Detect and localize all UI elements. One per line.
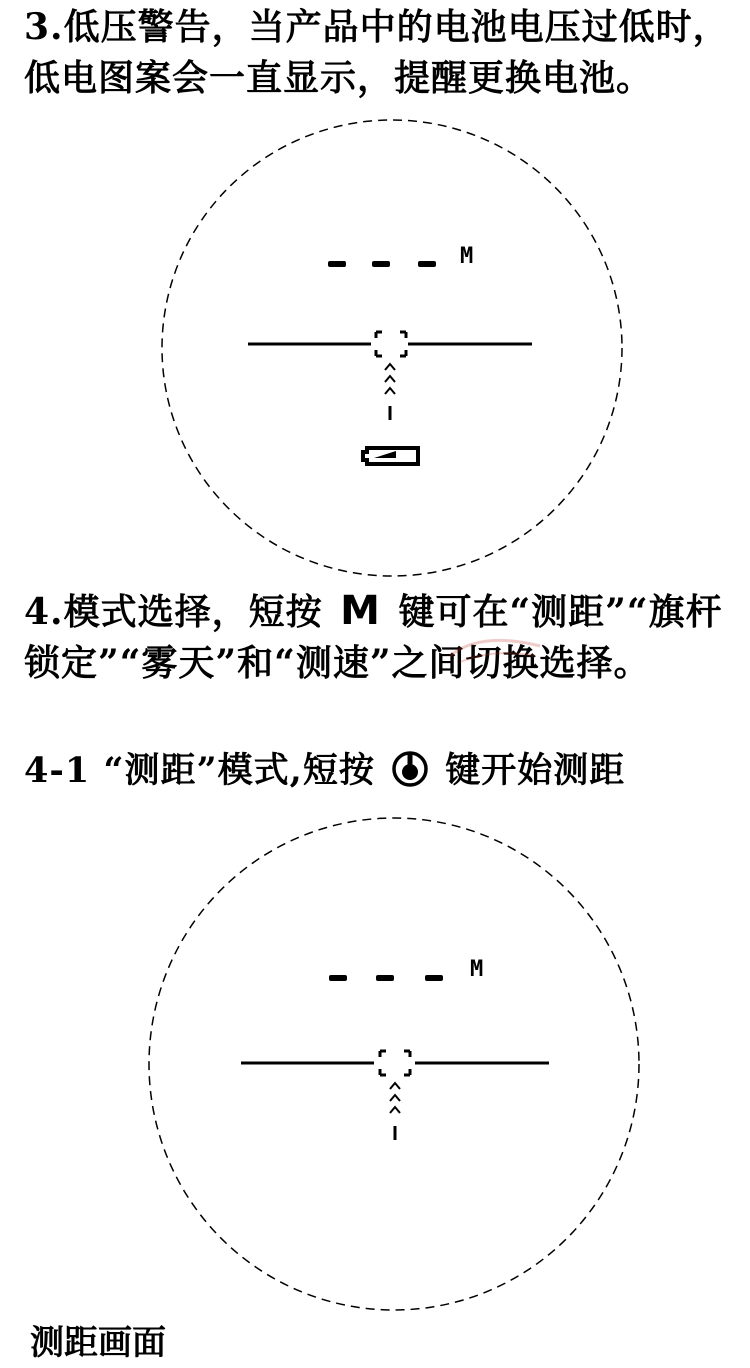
section-4-1-text-start: 4-1 “测距”模式,短按 [24, 750, 389, 791]
section-4-text-end: 键可在“测距”“旗杆锁定”“雾天”和“测速”之间切换选择。 [24, 591, 723, 684]
crosshair-reticle-icon [248, 332, 532, 420]
power-button-icon [391, 750, 429, 788]
section-4-1-text-end: 键开始测距 [432, 750, 626, 791]
crosshair-reticle-icon [241, 1051, 549, 1140]
unit-label: M [460, 244, 474, 269]
distance-placeholder-dashes [328, 261, 436, 267]
low-battery-icon [363, 448, 418, 464]
distance-placeholder-dashes [329, 975, 443, 981]
rangefinder-display-ranging [147, 816, 641, 1312]
watermark-logo [440, 626, 550, 670]
rangefinder-display-low-battery [160, 118, 624, 578]
viewfinder-circle [149, 818, 639, 1310]
viewfinder-circle [162, 120, 622, 576]
section-4-text [24, 586, 736, 689]
unit-label: M [470, 957, 484, 982]
caption: 测距画面 [30, 1323, 166, 1363]
section-4-text-start: 4.模式选择，短按 [24, 591, 337, 633]
m-key-label: M [340, 588, 381, 634]
section-3-text: 3.低压警告，当产品中的电池电压过低时，低电图案会一直显示，提醒更换电池。 [24, 6, 730, 99]
section-4-1-text [24, 745, 736, 796]
